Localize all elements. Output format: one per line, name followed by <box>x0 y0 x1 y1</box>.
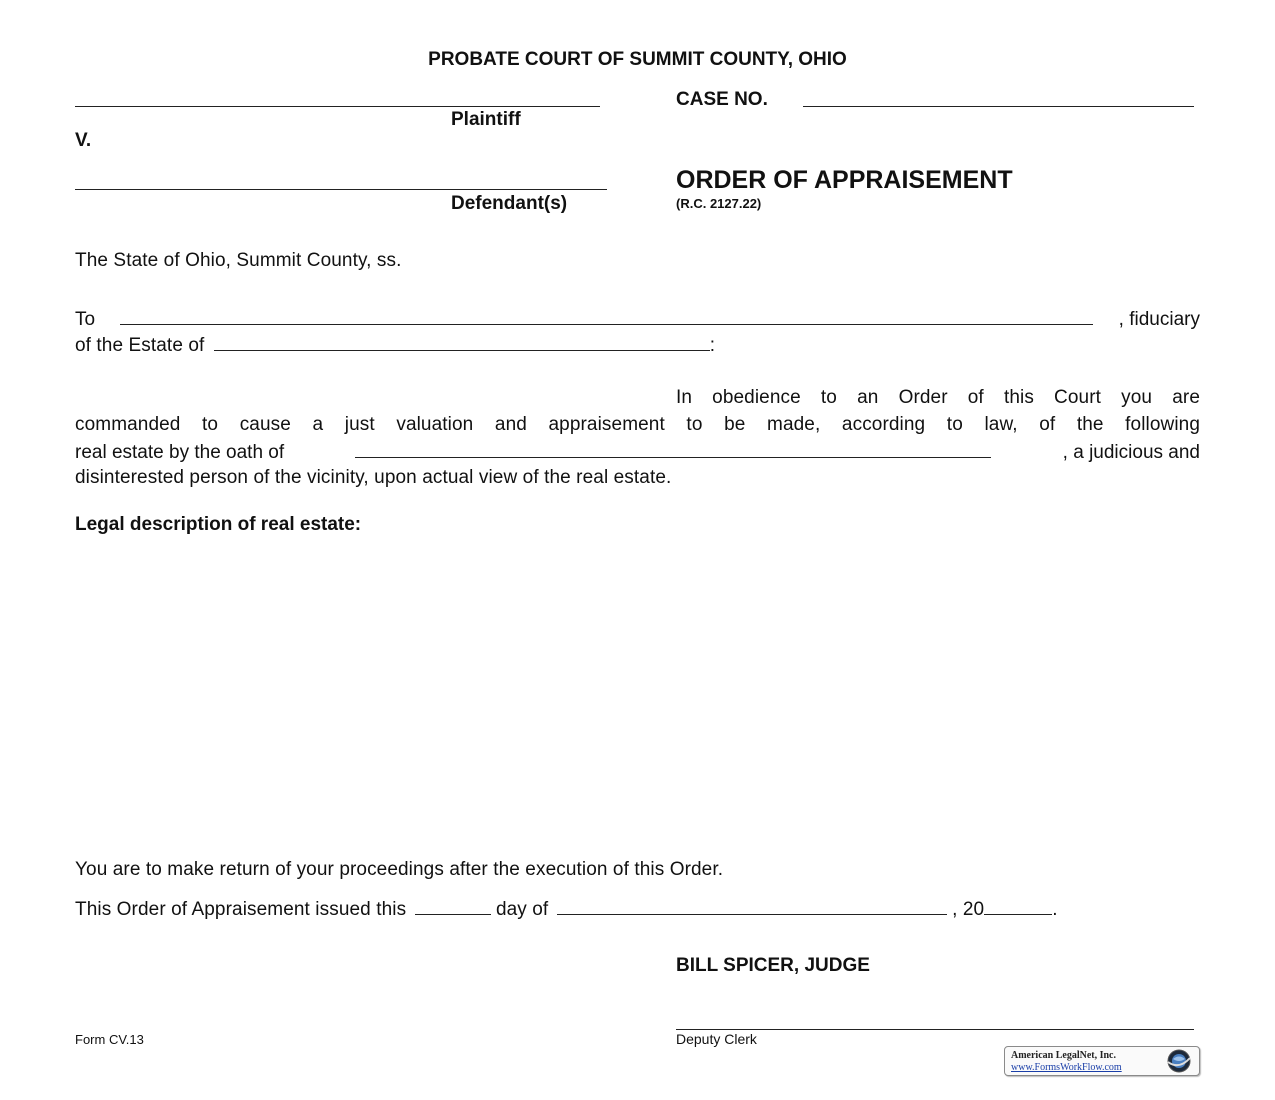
paragraph-line-1: In obedience to an Order of this Court you are <box>676 387 1200 408</box>
venue-line: The State of Ohio, Summit County, ss. <box>75 250 402 271</box>
court-title: PROBATE COURT OF SUMMIT COUNTY, OHIO <box>428 49 847 70</box>
paragraph-line-4: disinterested person of the vicinity, upon actual view of the real estate. <box>75 467 672 488</box>
issued-label: This Order of Appraisement issued this <box>75 899 407 920</box>
to-label: To <box>75 309 96 330</box>
estate-label: of the Estate of <box>75 335 205 356</box>
fiduciary-suffix: , fiduciary <box>1118 309 1200 330</box>
judge-name: BILL SPICER, JUDGE <box>676 955 870 976</box>
versus-label: V. <box>75 130 92 151</box>
estate-name-field[interactable] <box>214 333 710 351</box>
year-prefix: , 20 <box>952 899 985 920</box>
case-no-line[interactable] <box>803 106 1194 107</box>
case-no-label: CASE NO. <box>676 89 768 110</box>
form-number: Form CV.13 <box>75 1032 144 1047</box>
deputy-clerk-label: Deputy Clerk <box>676 1031 757 1047</box>
estate-suffix: : <box>709 335 716 356</box>
fiduciary-row <box>75 307 1200 333</box>
issued-period: . <box>1052 899 1058 920</box>
defendant-name-line[interactable] <box>75 189 607 190</box>
issued-month-field[interactable] <box>557 897 947 915</box>
estate-row <box>75 333 715 357</box>
paragraph-line-3 <box>75 440 1200 466</box>
plaintiff-name-line[interactable] <box>75 106 600 107</box>
american-legalnet-logo[interactable] <box>1004 1046 1200 1076</box>
deputy-clerk-signature-line[interactable] <box>676 1029 1194 1030</box>
oath-suffix: , a judicious and <box>1062 442 1200 463</box>
issued-year-field[interactable] <box>984 897 1052 915</box>
plaintiff-label: Plaintiff <box>451 109 521 130</box>
logo-company-name: American LegalNet, Inc. <box>1011 1050 1116 1061</box>
issued-day-field[interactable] <box>415 897 491 915</box>
defendant-label: Defendant(s) <box>451 193 568 214</box>
legal-description-label: Legal description of real estate: <box>75 514 362 535</box>
legal-description-area[interactable] <box>75 545 1200 845</box>
appraiser-name-field[interactable] <box>355 440 991 458</box>
oath-label: real estate by the oath of <box>75 442 285 463</box>
fiduciary-name-field[interactable] <box>120 307 1093 325</box>
return-instruction: You are to make return of your proceedings after the execution of this Order. <box>75 859 724 880</box>
statute-reference: (R.C. 2127.22) <box>676 196 762 211</box>
day-of-label: day of <box>495 899 549 920</box>
issued-row <box>75 897 1058 921</box>
globe-icon <box>1162 1048 1196 1074</box>
document-title: ORDER OF APPRAISEMENT <box>676 166 1013 194</box>
logo-url[interactable]: www.FormsWorkFlow.com <box>1011 1062 1122 1073</box>
paragraph-line-2: commanded to cause a just valuation and appraisement to be made, according to law, of the following <box>75 414 1200 435</box>
